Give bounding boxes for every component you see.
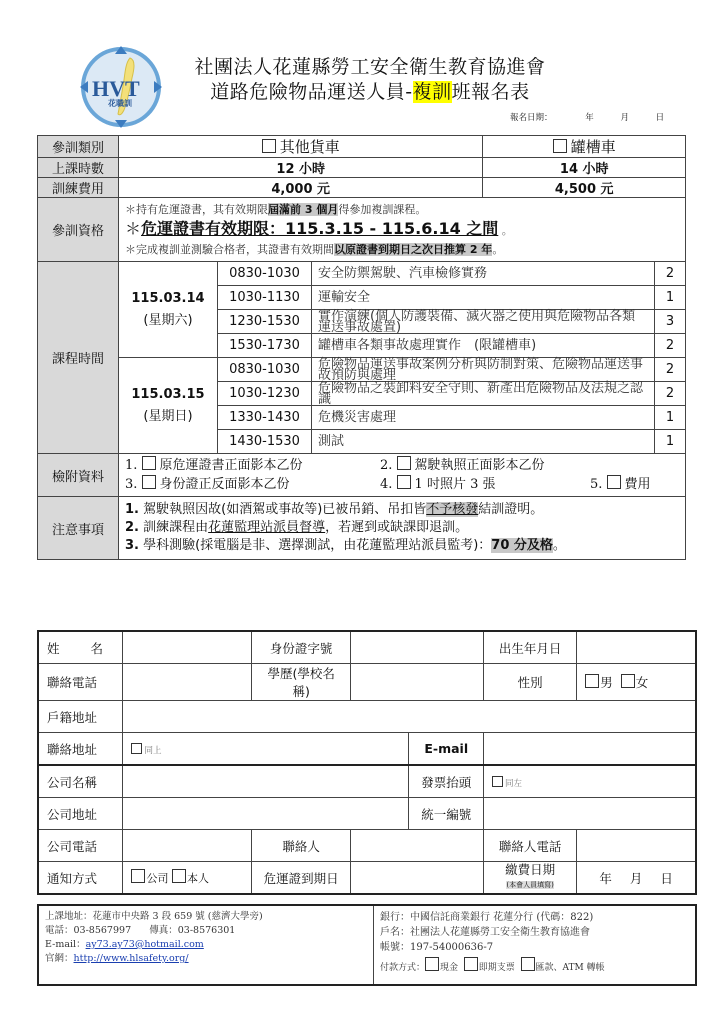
session-course: 實作演練(個人防護裝備、滅火器之使用與危險物品各類運送事故處置) bbox=[312, 310, 655, 334]
cert-validity-range: 危運證書有效期限：115.3.15 - 115.6.14 之間 bbox=[141, 219, 499, 238]
schedule-label: 課程時間 bbox=[38, 262, 119, 454]
birth-date-label: 出生年月日 bbox=[484, 631, 577, 664]
tax-id-field[interactable] bbox=[484, 798, 696, 830]
session-course: 危險物品運送事故案例分析與防制對策、危險物品運送事故預防與處理 bbox=[312, 358, 655, 382]
session-course: 測試 bbox=[312, 430, 655, 454]
email-link[interactable]: ay73.ay73@hotmail.com bbox=[85, 939, 204, 950]
form-row bbox=[38, 765, 696, 798]
form-row bbox=[38, 664, 696, 701]
contact-phone-label: 聯絡人電話 bbox=[484, 830, 577, 862]
gender-label: 性別 bbox=[484, 664, 577, 701]
phone-fax: 電話：03-8567997 傳真：03-8576301 bbox=[45, 925, 236, 936]
qualification-text: ＊持有危運證書，其有效期限屆滿前 3 個月得參加複訓課程。 ＊危運證書有效期限：115.3.15 - 115.6.14 之間 。 ＊完成複訓並測驗合格者，其證書有效期間以原證書到期日之次日推算 2 年。 bbox=[119, 198, 686, 262]
account-name: 戶名：社團法人花蓮縣勞工安全衛生教育協進會 bbox=[380, 927, 590, 938]
form-row bbox=[38, 631, 696, 664]
fee-row bbox=[38, 178, 686, 198]
attachments-row bbox=[38, 454, 686, 497]
website-line: 官網：http://www.hlsafety.org/ bbox=[45, 953, 189, 964]
form-row bbox=[38, 701, 696, 733]
education-field[interactable] bbox=[351, 664, 484, 701]
session-time: 1030-1230 bbox=[218, 382, 312, 406]
email-field[interactable] bbox=[484, 733, 696, 766]
reg-year: 年 bbox=[585, 113, 594, 123]
session-time: 1430-1530 bbox=[218, 430, 312, 454]
note-item: 3. 學科測驗(採電腦是非、選擇測試，由花蓮監理站派員監考)：70 分及格。 bbox=[125, 538, 566, 553]
company-name-label: 公司名稱 bbox=[38, 765, 123, 798]
category-option-tanker[interactable]: 罐槽車 bbox=[483, 136, 686, 158]
bank-info bbox=[374, 906, 695, 984]
session-time: 0830-1030 bbox=[218, 358, 312, 382]
category-option-other[interactable]: 其他貨車 bbox=[119, 136, 483, 158]
hours-other: 12 小時 bbox=[119, 158, 483, 178]
email-label: E-mail bbox=[409, 733, 484, 766]
fee-tanker: 4,500 元 bbox=[483, 178, 686, 198]
education-label: 學歷(學校名稱) bbox=[251, 664, 350, 701]
session-course: 運輸安全 bbox=[312, 286, 655, 310]
session-hours: 2 bbox=[655, 382, 686, 406]
payment-methods: 付款方式： 現金 即期支票 匯款、ATM 轉帳 bbox=[380, 957, 689, 976]
pay-cash-checkbox[interactable]: 現金 bbox=[425, 963, 458, 973]
note-item: 1. 駕駛執照因故(如酒駕或事故等)已被吊銷、吊扣皆不予核發結訓證明。 bbox=[125, 502, 544, 517]
company-name-field[interactable] bbox=[123, 765, 409, 798]
contact-address-field[interactable] bbox=[123, 733, 409, 766]
contact-person-field[interactable] bbox=[351, 830, 484, 862]
reg-date-label: 報名日期： bbox=[510, 113, 553, 123]
form-row bbox=[38, 733, 696, 766]
hours-tanker: 14 小時 bbox=[483, 158, 686, 178]
payment-date-label: 繳費日期 (本會人員填寫) bbox=[484, 862, 577, 895]
form-title-post: 班報名表 bbox=[451, 81, 530, 103]
qualification-row bbox=[38, 198, 686, 262]
notes-row bbox=[38, 497, 686, 560]
registered-address-field[interactable] bbox=[123, 701, 696, 733]
company-address-label: 公司地址 bbox=[38, 798, 123, 830]
reg-day: 日 bbox=[655, 113, 665, 123]
same-as-left-checkbox[interactable]: 同左 bbox=[492, 779, 522, 789]
attachment-item[interactable]: 2. 駕駛執照正面影本乙份 bbox=[380, 458, 545, 473]
form-row bbox=[38, 798, 696, 830]
cert-expiry-label: 危運證到期日 bbox=[251, 862, 350, 895]
session-course: 安全防禦駕駛、汽車檢修實務 bbox=[312, 262, 655, 286]
org-name: 社團法人花蓮縣勞工安全衛生教育協進會 bbox=[194, 56, 546, 78]
id-number-field[interactable] bbox=[351, 631, 484, 664]
checkbox[interactable] bbox=[397, 456, 411, 470]
footer-info bbox=[37, 904, 697, 986]
session-hours: 3 bbox=[655, 310, 686, 334]
fee-other: 4,000 元 bbox=[119, 178, 483, 198]
category-row bbox=[38, 136, 686, 158]
session-time: 1230-1530 bbox=[218, 310, 312, 334]
gender-female-checkbox[interactable]: 女 bbox=[621, 675, 649, 690]
checkbox[interactable] bbox=[142, 456, 156, 470]
phone-label: 聯絡電話 bbox=[38, 664, 123, 701]
name-label: 姓 名 bbox=[38, 631, 123, 664]
attachment-item[interactable]: 4. 1 吋照片 3 張 bbox=[380, 477, 496, 492]
qualification-label: 參訓資格 bbox=[38, 198, 119, 262]
attachments-list bbox=[119, 454, 686, 497]
session-time: 1330-1430 bbox=[218, 406, 312, 430]
contact-address-label: 聯絡地址 bbox=[38, 733, 123, 766]
name-field[interactable] bbox=[123, 631, 251, 664]
session-hours: 1 bbox=[655, 430, 686, 454]
checkbox[interactable] bbox=[397, 475, 411, 489]
pay-transfer-checkbox[interactable]: 匯款、ATM 轉帳 bbox=[521, 963, 605, 973]
attachment-item[interactable]: 1. 原危運證書正面影本乙份 bbox=[125, 458, 303, 473]
company-address-field[interactable] bbox=[123, 798, 409, 830]
applicant-form bbox=[37, 630, 697, 895]
attachment-item[interactable]: 3. 身份證正反面影本乙份 bbox=[125, 477, 290, 492]
checkbox[interactable] bbox=[262, 139, 276, 153]
same-as-above-checkbox[interactable]: 同上 bbox=[131, 746, 161, 756]
day-2: 115.03.15 (星期日) bbox=[119, 358, 218, 454]
session-hours: 1 bbox=[655, 286, 686, 310]
session-hours: 1 bbox=[655, 406, 686, 430]
checkbox[interactable] bbox=[553, 139, 567, 153]
svg-text:花職訓: 花職訓 bbox=[108, 99, 132, 108]
contact-phone-field[interactable] bbox=[577, 830, 696, 862]
pay-check-checkbox[interactable]: 即期支票 bbox=[464, 963, 515, 973]
company-phone-label: 公司電話 bbox=[38, 830, 123, 862]
category-label: 參訓類別 bbox=[38, 136, 119, 158]
contact-info bbox=[39, 906, 374, 984]
course-info-table bbox=[37, 135, 686, 560]
day-1: 115.03.14 (星期六) bbox=[119, 262, 218, 358]
form-row bbox=[38, 862, 696, 895]
notify-method-label: 通知方式 bbox=[38, 862, 123, 895]
gender-field bbox=[577, 664, 696, 701]
phone-field[interactable] bbox=[123, 664, 251, 701]
class-address: 上課地址：花蓮市中央路 3 段 659 號 (慈濟大學旁) bbox=[45, 911, 263, 922]
notify-company-checkbox[interactable]: 公司 bbox=[131, 872, 168, 885]
schedule-row bbox=[38, 358, 686, 382]
hours-row bbox=[38, 158, 686, 178]
email-line: E-mail：ay73.ay73@hotmail.com bbox=[45, 939, 204, 950]
checkbox[interactable] bbox=[607, 475, 621, 489]
registered-address-label: 戶籍地址 bbox=[38, 701, 123, 733]
session-time: 0830-1030 bbox=[218, 262, 312, 286]
attachment-item[interactable]: 5. 費用 bbox=[590, 477, 651, 492]
company-phone-field[interactable] bbox=[123, 830, 251, 862]
session-hours: 2 bbox=[655, 334, 686, 358]
birth-date-field[interactable] bbox=[577, 631, 696, 664]
tax-id-label: 統一編號 bbox=[409, 798, 484, 830]
note-item: 2. 訓練課程由花蓮監理站派員督導，若遲到或缺課即退訓。 bbox=[125, 520, 469, 535]
notes-list bbox=[119, 497, 686, 560]
form-title-highlight: 複訓 bbox=[412, 81, 452, 103]
gender-male-checkbox[interactable]: 男 bbox=[585, 675, 613, 690]
session-course: 危險物品之裝卸料安全守則、新產出危險物品及法規之認識 bbox=[312, 382, 655, 406]
invoice-title-label: 發票抬頭 bbox=[409, 765, 484, 798]
reg-month: 月 bbox=[620, 113, 629, 123]
id-number-label: 身份證字號 bbox=[251, 631, 350, 664]
attachments-label: 檢附資料 bbox=[38, 454, 119, 497]
website-link[interactable]: http://www.hlsafety.org/ bbox=[73, 953, 189, 964]
registration-date bbox=[510, 111, 664, 123]
payment-date-field[interactable]: 年 月 日 bbox=[577, 862, 696, 895]
notify-self-checkbox[interactable]: 本人 bbox=[172, 872, 209, 885]
form-title-pre: 道路危險物品運送人員- bbox=[210, 81, 413, 103]
notes-label: 注意事項 bbox=[38, 497, 119, 560]
session-time: 1030-1130 bbox=[218, 286, 312, 310]
session-hours: 2 bbox=[655, 262, 686, 286]
hours-label: 上課時數 bbox=[38, 158, 119, 178]
session-time: 1530-1730 bbox=[218, 334, 312, 358]
schedule-row bbox=[38, 262, 686, 286]
cert-expiry-field[interactable] bbox=[351, 862, 484, 895]
notify-method-field bbox=[123, 862, 251, 895]
svg-text:HVT: HVT bbox=[92, 76, 140, 101]
form-title bbox=[150, 77, 590, 104]
bank-name: 銀行：中國信託商業銀行 花蓮分行 (代碼：822) bbox=[380, 912, 594, 923]
form-row bbox=[38, 830, 696, 862]
session-hours: 2 bbox=[655, 358, 686, 382]
session-course: 危機災害處理 bbox=[312, 406, 655, 430]
invoice-title-field[interactable] bbox=[484, 765, 696, 798]
contact-person-label: 聯絡人 bbox=[251, 830, 350, 862]
checkbox[interactable] bbox=[142, 475, 156, 489]
fee-label: 訓練費用 bbox=[38, 178, 119, 198]
account-number: 帳號：197-54000636-7 bbox=[380, 942, 494, 953]
session-course: 罐槽車各類事故處理實作 (限罐槽車) bbox=[312, 334, 655, 358]
